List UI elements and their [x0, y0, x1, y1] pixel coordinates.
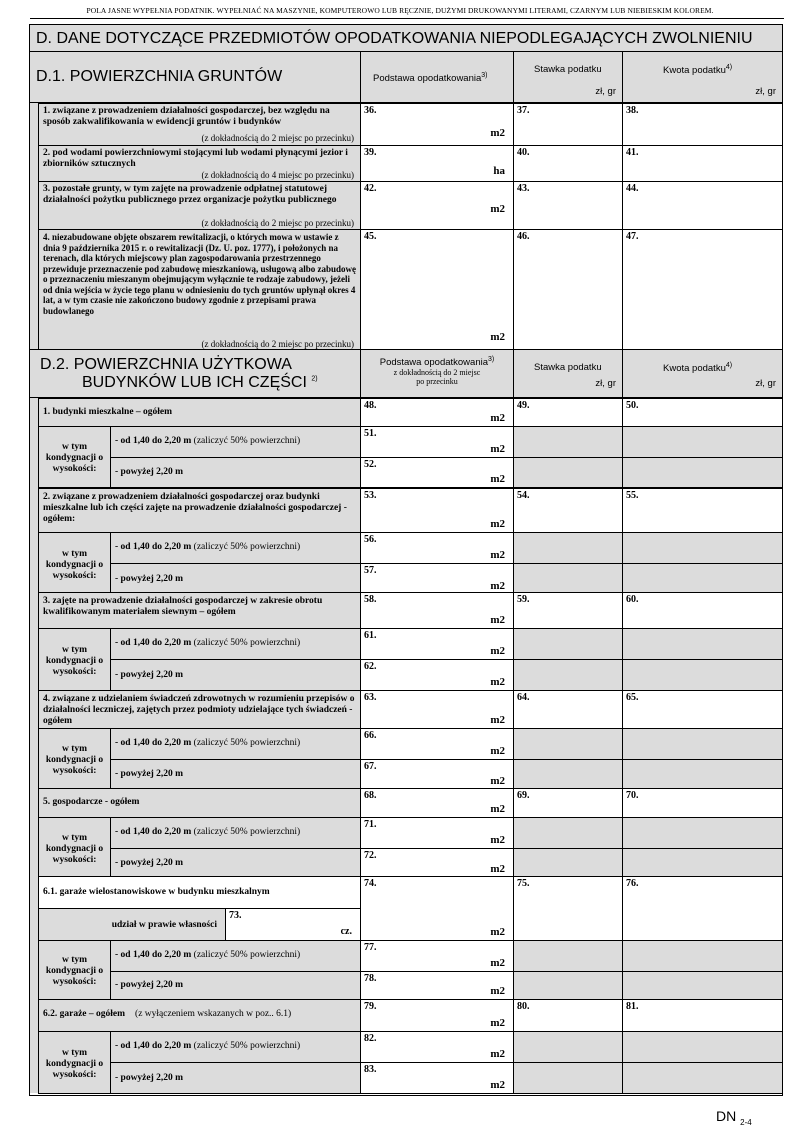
d2-garage-62-sb-amount-empty [622, 1062, 783, 1094]
header-instruction: POLA JASNE WYPEŁNIA PODATNIK. WYPEŁNIAĆ NA MASZYNIE, KOMPUTEROWO LUB RĘCZNIE, DUŻYMI DRUKOWANYMI LITERAMI, CZARNYM LUB NIEBIESKIM KOLOREM. [86, 6, 714, 15]
d1-row-1-text: 1. związane z prowadzeniem działalności gospodarczej, bez względu na sposób zakwalifikowania w ewidencji gruntów i budynków [43, 106, 330, 127]
d2-garage-62-sub-b-label [110, 1062, 361, 1094]
d2-group-3-sb-rate-empty [513, 659, 623, 691]
d2-group-4-field-rate[interactable] [513, 690, 623, 729]
d2-group-5-field-sb[interactable] [360, 848, 514, 878]
d2-group-5-sa-amount-empty [622, 817, 783, 849]
field-unit: m2 [490, 863, 505, 875]
d2-group-4-sub-a-label [110, 728, 361, 760]
d1-col-base [360, 51, 514, 103]
d2-group-4-sub-label [38, 728, 111, 790]
sub-a-note: (zaliczyć 50% powierzchni) [193, 950, 301, 960]
field-unit: m2 [490, 985, 505, 997]
form-code-text: DN [716, 1108, 737, 1124]
d1-row-2-label [38, 145, 361, 182]
d1-col-amount [622, 51, 783, 103]
field-unit: m2 [490, 412, 505, 424]
d1-margin [30, 103, 38, 350]
d2-group-3-sub-a-text [111, 629, 360, 651]
field-number: 82. [364, 1033, 377, 1044]
d2-group-5-sub-label-text: w tym kondygnacji o wysokości: [45, 832, 104, 865]
d2-group-2-field-rate[interactable] [513, 488, 623, 533]
field-number: 66. [364, 730, 377, 741]
d2-group-2-sub-a-label [110, 532, 361, 564]
d2-group-2-field-sb[interactable] [360, 563, 514, 595]
d1-col-amount-label: Kwota podatku [663, 65, 726, 77]
d2-garage-61-field-sb[interactable] [360, 971, 514, 1000]
d2-group-5-sa-rate-empty [513, 817, 623, 849]
d2-garage-61-sa-rate-empty [513, 940, 623, 972]
field-number: 43. [517, 183, 530, 194]
d2-group-3-sb-amount-empty [622, 659, 783, 691]
d2-garage-61-sb-rate-empty [513, 971, 623, 1000]
d2-group-5-text: 5. gospodarcze - ogółem [43, 797, 140, 807]
d2-garage-61-sub-label [38, 940, 111, 1000]
d2-group-3-sub-a-label [110, 628, 361, 660]
field-number: 65. [626, 692, 639, 703]
field-number: 79. [364, 1001, 377, 1012]
d1-field-46[interactable] [513, 229, 623, 350]
d2-group-4-sa-rate-empty [513, 728, 623, 760]
sub-a-bold: - od 1,40 do 2,20 m [115, 950, 192, 960]
d2-group-5-field-base[interactable] [360, 788, 514, 818]
field-unit: m2 [490, 957, 505, 969]
d2-garage-62-field-amount[interactable] [622, 999, 783, 1032]
d2-group-1-field-sb[interactable] [360, 457, 514, 488]
field-number: 41. [626, 147, 639, 158]
field-number: 63. [364, 692, 377, 703]
d2-group-1-field-amount[interactable] [622, 398, 783, 427]
field-number: 42. [364, 183, 377, 194]
d2-garage-61-sub-b-label [110, 971, 361, 1000]
d2-garage-61-share-field[interactable] [225, 908, 361, 941]
d2-group-2-sa-amount-empty [622, 532, 783, 564]
d2-group-5-sub-label [38, 817, 111, 878]
d2-group-4-label [38, 690, 361, 729]
field-number: 60. [626, 594, 639, 605]
field-number: 73. [229, 910, 242, 921]
d2-group-4-sub-label-text: w tym kondygnacji o wysokości: [45, 744, 104, 776]
d2-group-5-sub-a-label [110, 817, 361, 849]
d2-group-5-field-amount[interactable] [622, 788, 783, 818]
sub-a-bold: - od 1,40 do 2,20 m [115, 1041, 192, 1051]
d1-row-4-precision: (z dokładnością do 2 miejsc po przecinku) [201, 338, 354, 349]
d2-garage-62-sub-label-text: w tym kondygnacji o wysokości: [45, 1047, 104, 1080]
d2-group-3-sub-b-text: - powyżej 2,20 m [115, 669, 184, 680]
field-number: 77. [364, 942, 377, 953]
sub-a-note: (zaliczyć 50% powierzchni) [193, 638, 301, 648]
field-number: 52. [364, 459, 377, 470]
d2-garage-62-field-sb[interactable] [360, 1062, 514, 1094]
d1-field-36[interactable] [360, 103, 514, 146]
d1-row-3-precision: (z dokładnością do 2 miejsc po przecinku) [201, 218, 354, 228]
d1-row-4-text: 4. niezabudowane objęte obszarem rewitalizacji, o których mowa w ustawie z dnia 9 października 2015 r. o rewitalizacji (Dz. U. poz. 1777), i położonych na terenach, dla których miejscowy plan zagospodarowania przestrzennego przewiduje przeznaczenie pod zabudowę mieszkaniową, usługową albo zabudowę o przeznaczeniu mieszanym obejmującym wyłącznie te rodzaje zabudowy, jeżeli od dnia wejścia w życie tego planu w odniesieniu do tych gruntów upłynął okres 4 lat, a w tym czasie nie zakończono budowy zgodnie z przepisami prawa budowlanego [43, 232, 357, 316]
d2-group-2-sub-label [38, 532, 111, 595]
d2-col-amount [622, 349, 783, 398]
d2-garage-61-sub-b-text: - powyżej 2,20 m [115, 980, 184, 990]
field-unit: m2 [490, 926, 505, 938]
field-number: 39. [364, 147, 377, 158]
d2-garage-62-field-sa[interactable] [360, 1031, 514, 1063]
field-unit: m2 [490, 331, 505, 343]
field-number: 51. [364, 428, 377, 439]
d2-garage-62-field-rate[interactable] [513, 999, 623, 1032]
field-number: 64. [517, 692, 530, 703]
field-unit: m2 [490, 714, 505, 726]
d2-garage-62-sa-rate-empty [513, 1031, 623, 1063]
field-number: 67. [364, 761, 377, 772]
field-number: 46. [517, 231, 530, 242]
field-unit: m2 [490, 745, 505, 757]
d2-col-amount-units: zł, gr [755, 378, 776, 389]
field-number: 69. [517, 790, 530, 801]
d1-field-42[interactable] [360, 181, 514, 230]
field-number: 38. [626, 105, 639, 116]
d2-col-base [360, 349, 514, 398]
d2-group-4-sub-a-text [111, 729, 360, 751]
field-unit: m2 [490, 518, 505, 530]
section-d-title: D. DANE DOTYCZĄCE PRZEDMIOTÓW OPODATKOWANIA NIEPODLEGAJĄCYCH ZWOLNIENIU [36, 30, 753, 47]
d2-group-5-sub-a-text [111, 818, 360, 840]
d2-group-5-sub-b-label [110, 848, 361, 878]
d2-group-1-sub-a-text [111, 427, 360, 449]
field-number: 78. [364, 973, 377, 984]
field-unit: m2 [490, 834, 505, 846]
field-unit: m2 [490, 549, 505, 561]
d2-garage-61-field-base[interactable] [360, 876, 514, 941]
field-number: 83. [364, 1064, 377, 1075]
d2-group-3-sub-label [38, 628, 111, 691]
field-number: 80. [517, 1001, 530, 1012]
field-unit: m2 [490, 1079, 505, 1091]
d2-title-sup: 2) [311, 375, 318, 383]
header-rule [30, 18, 784, 19]
field-unit: m2 [490, 127, 505, 139]
d2-header [29, 349, 361, 398]
d2-group-2-sub-b-label [110, 563, 361, 595]
d1-field-45[interactable] [360, 229, 514, 350]
d2-group-1-field-base[interactable] [360, 398, 514, 427]
d2-group-4-field-base[interactable] [360, 690, 514, 729]
d2-col-amount-sup: 4) [725, 362, 733, 369]
field-number: 68. [364, 790, 377, 801]
d1-field-37[interactable] [513, 103, 623, 146]
field-unit: cz. [340, 926, 352, 937]
d2-group-2-sb-amount-empty [622, 563, 783, 595]
d2-col-base-sup: 3) [488, 356, 495, 363]
form-code [716, 1108, 752, 1127]
d2-group-4-sb-amount-empty [622, 759, 783, 790]
d2-garage-61-share-text: udział w prawie własności [111, 920, 217, 930]
d2-garage-62-sb-rate-empty [513, 1062, 623, 1094]
d1-title: D.1. POWIERZCHNIA GRUNTÓW [36, 68, 283, 85]
section-d-header [29, 24, 783, 52]
d2-col-rate [513, 349, 623, 398]
d1-col-amount-sup: 4) [725, 64, 733, 71]
d2-group-1-sub-b-text: - powyżej 2,20 m [115, 467, 184, 477]
d1-header [29, 51, 361, 103]
d2-group-5-field-sa[interactable] [360, 817, 514, 849]
field-number: 44. [626, 183, 639, 194]
field-number: 53. [364, 490, 377, 501]
d1-col-base-label: Podstawa opodatkowania [373, 73, 482, 85]
d2-group-2-text: 2. związane z prowadzeniem działalności gospodarczej oraz budynki mieszkalne lub ich części zajęte na prowadzenie działalności gospodarczej - ogółem: [43, 492, 347, 524]
d1-row-4-label [38, 229, 361, 350]
field-unit: m2 [490, 775, 505, 787]
d1-field-41[interactable] [622, 145, 783, 182]
field-number: 74. [364, 878, 377, 889]
d2-group-1-sub-a-label [110, 426, 361, 458]
sub-a-bold: - od 1,40 do 2,20 m [115, 738, 192, 748]
d2-group-2-sub-a-text [111, 533, 360, 555]
garage2-note: (z wyłączeniem wskazanych w poz.. 6.1) [135, 1009, 292, 1019]
d2-group-3-label [38, 592, 361, 629]
d1-row-1-precision: (z dokładnością do 2 miejsc po przecinku) [201, 133, 354, 143]
d2-col-base-label: Podstawa opodatkowania [379, 357, 489, 369]
field-number: 49. [517, 400, 530, 411]
d2-group-3-field-base[interactable] [360, 592, 514, 629]
d1-field-39[interactable] [360, 145, 514, 182]
field-number: 37. [517, 105, 530, 116]
d2-col-rate-units: zł, gr [595, 378, 616, 389]
field-number: 54. [517, 490, 530, 501]
field-number: 58. [364, 594, 377, 605]
d2-group-4-sa-amount-empty [622, 728, 783, 760]
d2-group-1-sb-amount-empty [622, 457, 783, 488]
d1-row-2-text: 2. pod wodami powierzchniowymi stojącymi lub wodami płynącymi jezior i zbiorników sztucznych [43, 148, 348, 169]
field-unit: m2 [490, 676, 505, 688]
sub-a-note: (zaliczyć 50% powierzchni) [193, 542, 301, 552]
d2-garage-61-sa-amount-empty [622, 940, 783, 972]
d2-group-2-sub-b-text: - powyżej 2,20 m [115, 573, 184, 584]
form-page-number: 2-4 [740, 1117, 752, 1127]
d2-group-3-field-amount[interactable] [622, 592, 783, 629]
d1-row-2-precision: (z dokładnością do 4 miejsc po przecinku) [201, 170, 354, 180]
field-number: 48. [364, 400, 377, 411]
sub-a-note: (zaliczyć 50% powierzchni) [193, 1041, 301, 1051]
d2-group-4-sub-b-label [110, 759, 361, 790]
garage2-label: 6.2. garaże – ogółem [43, 1009, 126, 1019]
field-number: 81. [626, 1001, 639, 1012]
field-unit: m2 [490, 580, 505, 592]
d2-garage-61-field-rate[interactable] [513, 876, 623, 941]
field-number: 62. [364, 661, 377, 672]
d1-row-3-text: 3. pozostałe grunty, w tym zajęte na prowadzenie odpłatnej statutowej działalności pożytku publicznego przez organizacje pożytku publicznego [43, 184, 337, 205]
d2-group-4-sb-rate-empty [513, 759, 623, 790]
d2-group-5-sub-b-text: - powyżej 2,20 m [115, 857, 184, 868]
d2-group-1-text: 1. budynki mieszkalne – ogółem [43, 407, 173, 417]
sub-a-bold: - od 1,40 do 2,20 m [115, 827, 192, 837]
d2-group-1-sub-label-text: w tym kondygnacji o wysokości: [45, 442, 104, 474]
d2-group-2-label [38, 488, 361, 533]
d2-group-4-field-amount[interactable] [622, 690, 783, 729]
d2-group-3-sub-b-label [110, 659, 361, 691]
d2-garage-62-sub-label [38, 1031, 111, 1094]
d1-field-47[interactable] [622, 229, 783, 350]
sub-a-note: (zaliczyć 50% powierzchni) [193, 827, 301, 837]
d2-group-2-sa-rate-empty [513, 532, 623, 564]
field-unit: m2 [490, 1017, 505, 1029]
d2-group-1-sa-amount-empty [622, 426, 783, 458]
field-unit: m2 [490, 443, 505, 455]
d2-group-2-field-amount[interactable] [622, 488, 783, 533]
d2-group-3-sub-label-text: w tym kondygnacji o wysokości: [45, 644, 104, 677]
field-number: 61. [364, 630, 377, 641]
d2-group-1-field-sa[interactable] [360, 426, 514, 458]
field-number: 36. [364, 105, 377, 116]
field-number: 56. [364, 534, 377, 545]
d2-group-1-field-rate[interactable] [513, 398, 623, 427]
field-number: 47. [626, 231, 639, 242]
d1-field-44[interactable] [622, 181, 783, 230]
d2-garage-62-sa-amount-empty [622, 1031, 783, 1063]
d2-group-3-field-sa[interactable] [360, 628, 514, 660]
field-unit: m2 [490, 203, 505, 215]
d2-margin [30, 398, 38, 1093]
field-number: 75. [517, 878, 530, 889]
d2-garage-61-share-label [38, 908, 226, 941]
sub-a-bold: - od 1,40 do 2,20 m [115, 436, 192, 446]
d2-group-2-field-base[interactable] [360, 488, 514, 533]
d2-col-rate-label: Stawka podatku [534, 362, 602, 373]
d2-garage-61-text: 6.1. garaże wielostanowiskowe w budynku mieszkalnym [43, 887, 270, 897]
d2-group-1-sub-label [38, 426, 111, 488]
d2-group-2-sb-rate-empty [513, 563, 623, 595]
d2-garage-61-sub-a-label [110, 940, 361, 972]
d2-garage-61-field-sa[interactable] [360, 940, 514, 972]
d2-garage-62-sub-b-text: - powyżej 2,20 m [115, 1072, 184, 1083]
field-unit: ha [493, 165, 505, 177]
field-unit: m2 [490, 473, 505, 485]
field-number: 40. [517, 147, 530, 158]
d2-group-2-field-sa[interactable] [360, 532, 514, 564]
field-number: 71. [364, 819, 377, 830]
d2-group-4-sub-b-text: - powyżej 2,20 m [115, 769, 184, 779]
d2-group-3-sa-rate-empty [513, 628, 623, 660]
sub-a-bold: - od 1,40 do 2,20 m [115, 542, 192, 552]
d2-group-1-label [38, 398, 361, 427]
d1-row-3-label [38, 181, 361, 230]
field-number: 72. [364, 850, 377, 861]
d2-col-amount-label: Kwota podatku [663, 363, 726, 375]
d2-garage-62-label [38, 999, 361, 1032]
d2-group-3-field-rate[interactable] [513, 592, 623, 629]
field-unit: m2 [490, 645, 505, 657]
field-number: 55. [626, 490, 639, 501]
d2-group-1-sub-b-label [110, 457, 361, 488]
field-unit: m2 [490, 1048, 505, 1060]
d2-title-line2: BUDYNKÓW LUB ICH CZĘŚCI [82, 374, 307, 391]
d2-group-3-text: 3. zajęte na prowadzenie działalności gospodarczej w zakresie obrotu kwalifikowanym materiałem siewnym – ogółem [43, 596, 323, 617]
d2-garage-62-text [39, 1000, 360, 1022]
d2-group-3-field-sb[interactable] [360, 659, 514, 691]
sub-a-note: (zaliczyć 50% powierzchni) [193, 436, 301, 446]
d2-garage-61-field-amount[interactable] [622, 876, 783, 941]
sub-a-note: (zaliczyć 50% powierzchni) [193, 738, 301, 748]
d2-group-2-sub-label-text: w tym kondygnacji o wysokości: [45, 548, 104, 581]
d2-group-5-sb-rate-empty [513, 848, 623, 878]
d1-col-base-sup: 3) [481, 72, 488, 79]
d1-field-43[interactable] [513, 181, 623, 230]
d2-group-1-sa-rate-empty [513, 426, 623, 458]
d2-group-3-sa-amount-empty [622, 628, 783, 660]
field-number: 59. [517, 594, 530, 605]
d2-group-4-field-sb[interactable] [360, 759, 514, 790]
d2-garage-61-sub-a-text [111, 941, 360, 963]
d2-col-base-note: z dokładnością do 2 miejsc po przecinku [393, 368, 481, 387]
sub-a-bold: - od 1,40 do 2,20 m [115, 638, 192, 648]
field-unit: m2 [490, 803, 505, 815]
d2-group-5-sb-amount-empty [622, 848, 783, 878]
d1-row-1-label [38, 103, 361, 146]
d2-garage-61-sub-label-text: w tym kondygnacji o wysokości: [45, 955, 104, 987]
d1-field-38[interactable] [622, 103, 783, 146]
field-number: 70. [626, 790, 639, 801]
field-number: 76. [626, 878, 639, 889]
d1-col-rate-label: Stawka podatku [534, 64, 602, 75]
d1-col-amount-units: zł, gr [755, 86, 776, 97]
d2-group-4-text: 4. związane z udzielaniem świadczeń zdrowotnych w rozumieniu przepisów o działalności leczniczej, zajętych przez podmioty udzielające tych świadczeń - ogółem [43, 694, 355, 726]
d2-group-5-label [38, 788, 361, 818]
field-number: 50. [626, 400, 639, 411]
d2-group-1-sb-rate-empty [513, 457, 623, 488]
d1-col-rate [513, 51, 623, 103]
d2-garage-61-sb-amount-empty [622, 971, 783, 1000]
field-unit: m2 [490, 614, 505, 626]
d1-field-40[interactable] [513, 145, 623, 182]
field-number: 45. [364, 231, 377, 242]
d2-group-5-field-rate[interactable] [513, 788, 623, 818]
d2-garage-62-field-base[interactable] [360, 999, 514, 1032]
d2-garage-62-sub-a-text [111, 1032, 360, 1054]
d2-group-4-field-sa[interactable] [360, 728, 514, 760]
field-number: 57. [364, 565, 377, 576]
d2-garage-62-sub-a-label [110, 1031, 361, 1063]
d2-title-line1: D.2. POWIERZCHNIA UŻYTKOWA [40, 356, 292, 373]
d1-col-rate-units: zł, gr [595, 86, 616, 97]
